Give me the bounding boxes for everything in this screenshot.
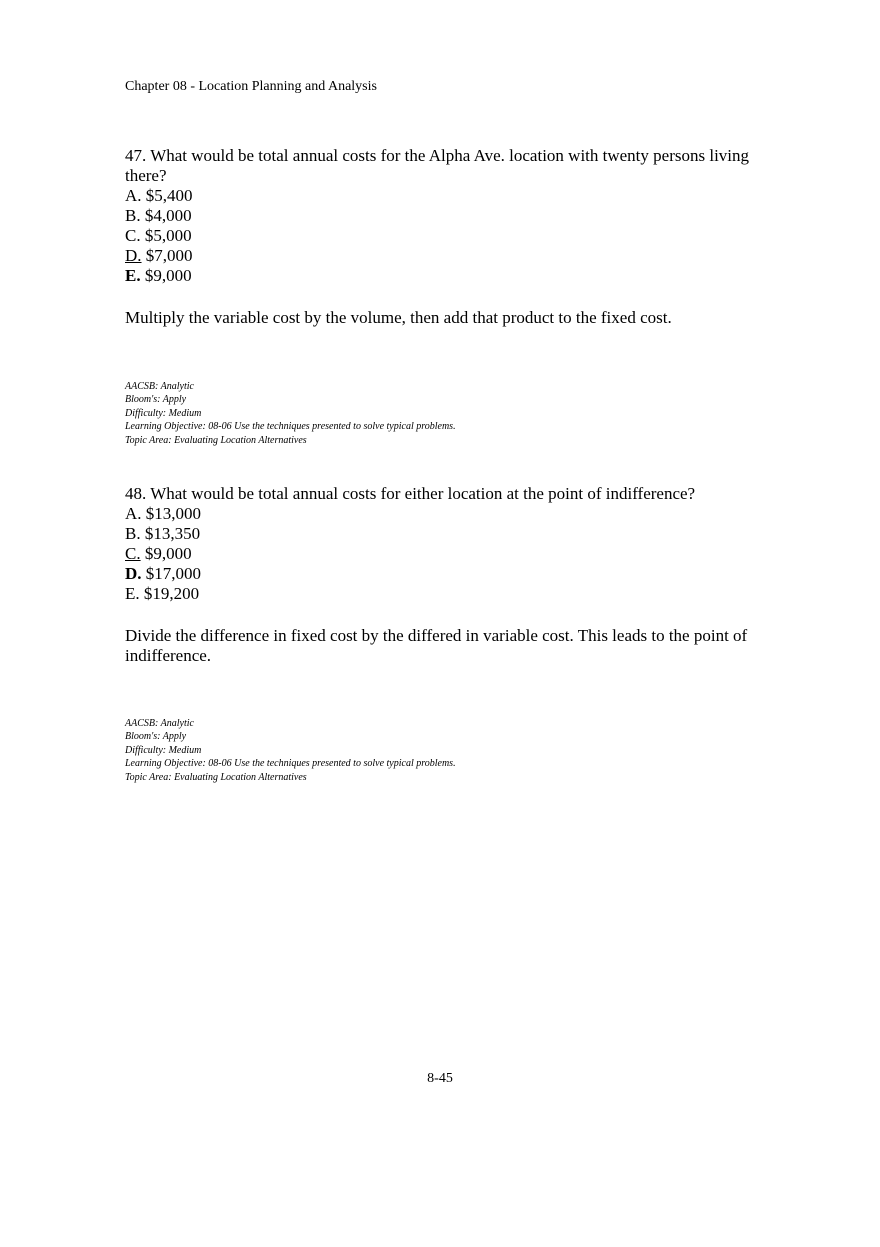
question-stem: 47. What would be total annual costs for the Alpha Ave. location with twenty persons living there?: [125, 146, 750, 185]
option-letter: E.: [125, 584, 140, 603]
option-text: $5,000: [140, 226, 192, 245]
meta-difficulty: Difficulty: Medium: [125, 744, 202, 756]
option-letter: A.: [125, 186, 142, 205]
option-text: $9,000: [140, 266, 192, 285]
meta-difficulty: Difficulty: Medium: [125, 407, 202, 419]
option-a: [125, 186, 785, 206]
question-47-metadata: [125, 380, 456, 447]
question-48-metadata: [125, 717, 456, 784]
meta-aacsb: AACSB: Analytic: [125, 718, 194, 729]
option-letter: E.: [125, 266, 141, 285]
option-text: $17,000: [141, 564, 202, 583]
option-text: $13,000: [141, 504, 202, 523]
page-header: Chapter 08 - Location Planning and Analysis: [125, 79, 377, 94]
option-letter: B.: [125, 524, 141, 543]
option-text: $5,400: [141, 186, 193, 205]
option-text: $4,000: [140, 206, 192, 225]
page-number: 8-45: [427, 1071, 453, 1086]
question-48: [125, 484, 785, 666]
option-text: $19,200: [139, 584, 200, 603]
option-letter: D.: [125, 564, 142, 583]
option-letter: C.: [125, 226, 141, 245]
option-c: [125, 226, 785, 246]
meta-aacsb: AACSB: Analytic: [125, 381, 194, 392]
explanation: Divide the difference in fixed cost by the differed in variable cost. This leads to the point of indifference.: [125, 626, 748, 665]
option-text: $9,000: [140, 544, 192, 563]
option-e: [125, 584, 785, 604]
meta-blooms: Bloom's: Apply: [125, 394, 187, 406]
option-a: [125, 504, 785, 524]
meta-objective: Learning Objective: 08-06 Use the techniques presented to solve typical problems.: [125, 421, 456, 433]
explanation: Multiply the variable cost by the volume, then add that product to the fixed cost.: [125, 308, 672, 327]
option-c: [125, 544, 785, 564]
option-letter: B.: [125, 206, 141, 225]
option-b: [125, 206, 785, 226]
meta-blooms: Bloom's: Apply: [125, 731, 187, 743]
meta-objective: Learning Objective: 08-06 Use the techniques presented to solve typical problems.: [125, 758, 456, 770]
option-d: [125, 564, 785, 584]
option-letter: C.: [125, 544, 141, 563]
option-e: [125, 266, 785, 286]
meta-topic: Topic Area: Evaluating Location Alternatives: [125, 434, 307, 446]
option-text: $13,350: [140, 524, 201, 543]
option-d: [125, 246, 785, 266]
option-letter: A.: [125, 504, 142, 523]
question-47: [125, 146, 785, 328]
meta-topic: Topic Area: Evaluating Location Alternatives: [125, 771, 307, 783]
option-letter: D.: [125, 246, 142, 265]
option-b: [125, 524, 785, 544]
question-stem: 48. What would be total annual costs for either location at the point of indifference?: [125, 484, 696, 503]
option-text: $7,000: [141, 246, 193, 265]
